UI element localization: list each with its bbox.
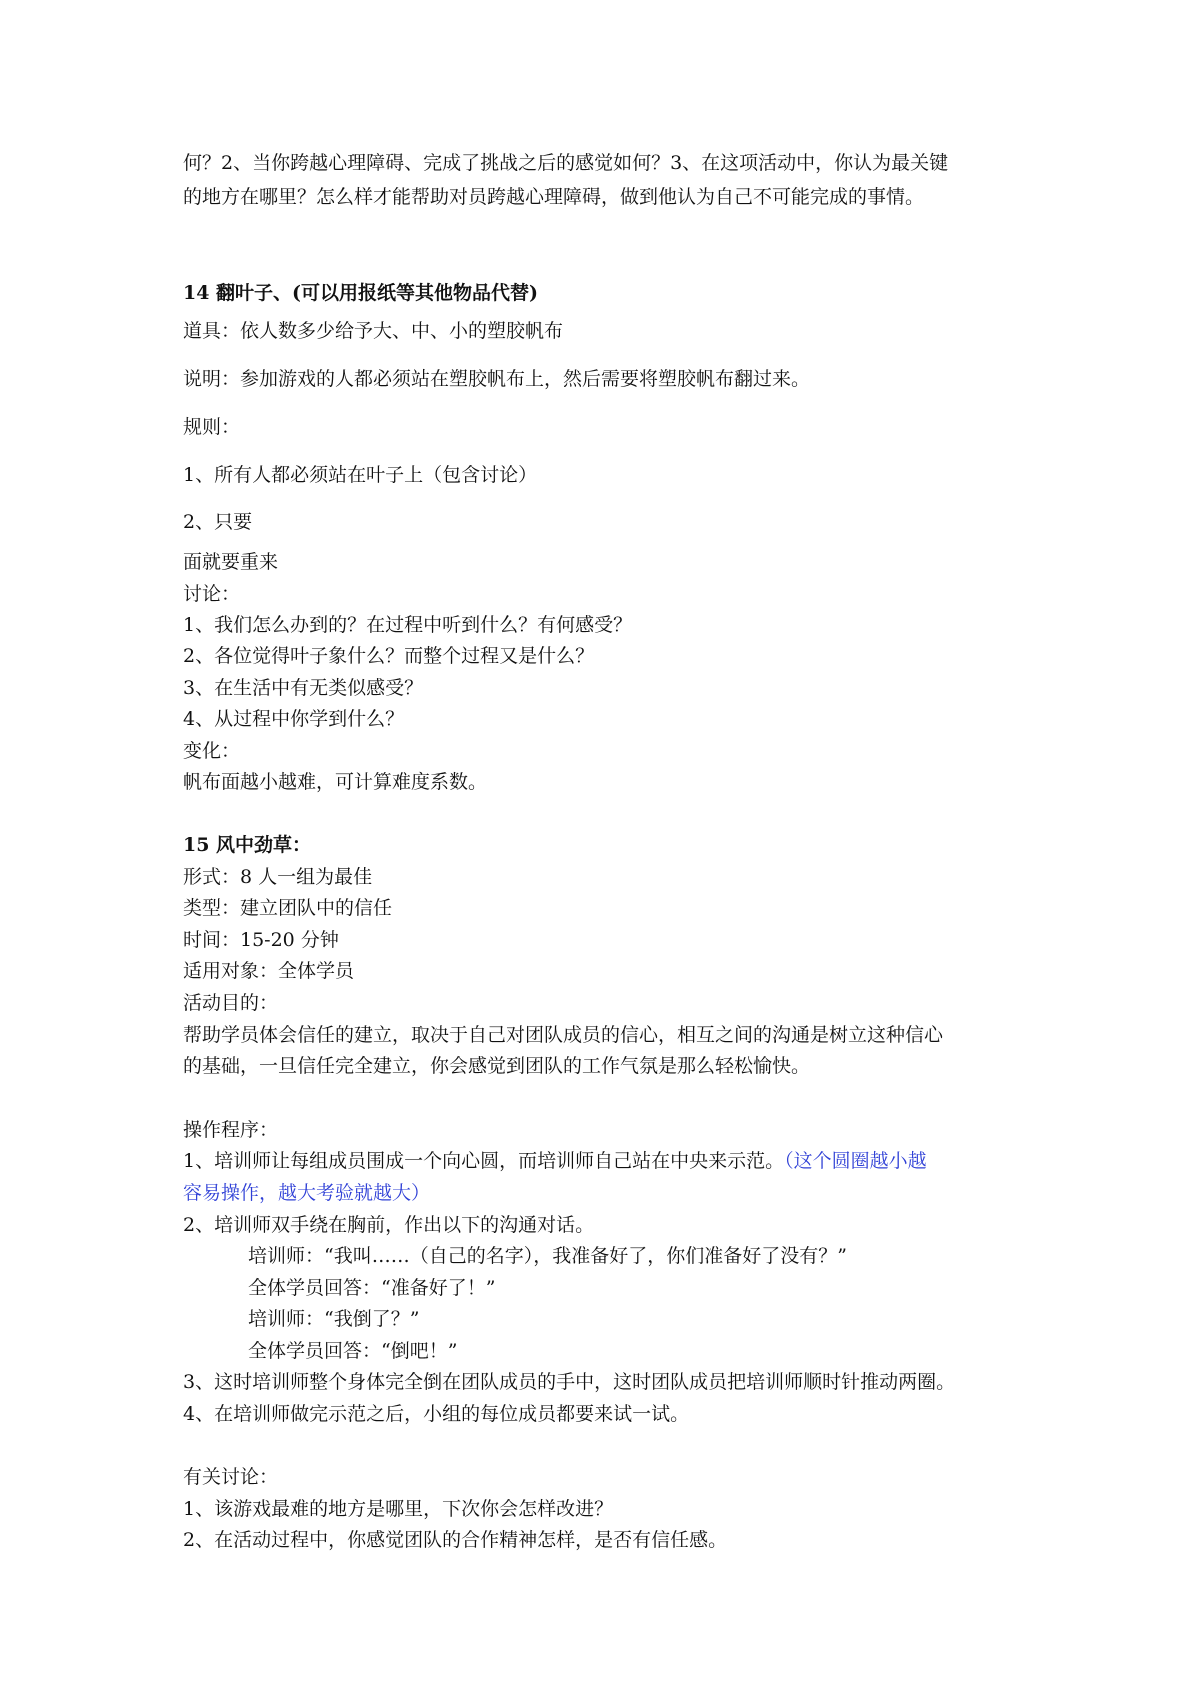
step-1-note-continued: 容易操作，越大考验就越大） — [183, 1182, 431, 1204]
section-15-step-4: 4、在培训师做完示范之后，小组的每位成员都要来试一试。 — [183, 1403, 690, 1425]
dialogue-line: 培训师：“我叫……（自己的名字），我准备好了，你们准备好了没有？” — [248, 1245, 847, 1267]
section-14-discussion-label: 讨论： — [183, 583, 241, 605]
section-14-variation-label: 变化： — [183, 740, 241, 762]
dialogue-line: 全体学员回答：“倒吧！” — [248, 1340, 458, 1362]
section-15-title: 15 风中劲草： — [183, 834, 312, 856]
dialogue-line: 培训师：“我倒了？” — [248, 1308, 420, 1330]
section-14-variation: 帆布面越小越难，可计算难度系数。 — [183, 771, 488, 793]
section-14-rule-1: 1、所有人都必须站在叶子上（包含讨论） — [183, 464, 538, 486]
step-1-note: （这个圆圈越小越 — [784, 1150, 927, 1172]
intro-line-2: 的地方在哪里？怎么样才能帮助对员跨越心理障碍，做到他认为自己不可能完成的事情。 — [183, 186, 925, 208]
section-14-discussion-item: 2、各位觉得叶子象什么？而整个过程又是什么？ — [183, 645, 595, 667]
section-15-purpose-line-1: 帮助学员体会信任的建立，取决于自己对团队成员的信心，相互之间的沟通是树立这种信心 — [183, 1024, 944, 1046]
section-15-purpose-line-2: 的基础，一旦信任完全建立，你会感觉到团队的工作气氛是那么轻松愉快。 — [183, 1055, 811, 1077]
section-15-audience: 适用对象：全体学员 — [183, 960, 355, 982]
section-15-step-1 — [183, 1148, 927, 1174]
section-15-time: 时间：15-20 分钟 — [183, 929, 339, 951]
section-14-description: 说明：参加游戏的人都必须站在塑胶帆布上，然后需要将塑胶帆布翻过来。 — [183, 368, 811, 390]
section-15-discussion-item: 1、该游戏最难的地方是哪里，下次你会怎样改进？ — [183, 1498, 614, 1520]
section-14-rule-2-continued: 面就要重来 — [183, 551, 279, 573]
section-14-discussion-item: 3、在生活中有无类似感受？ — [183, 677, 424, 699]
section-14-rules-label: 规则： — [183, 416, 241, 438]
section-15-purpose-label: 活动目的： — [183, 992, 279, 1014]
section-14-discussion-item: 1、我们怎么办到的？在过程中听到什么？有何感受？ — [183, 614, 633, 636]
section-15-discussion-item: 2、在活动过程中，你感觉团队的合作精神怎样，是否有信任感。 — [183, 1529, 728, 1551]
section-14-props: 道具：依人数多少给予大、中、小的塑胶帆布 — [183, 320, 564, 342]
section-15-step-3: 3、这时培训师整个身体完全倒在团队成员的手中，这时团队成员把培训师顺时针推动两圈。 — [183, 1371, 956, 1393]
intro-line-1: 何？2、当你跨越心理障碍、完成了挑战之后的感觉如何？3、在这项活动中，你认为最关键 — [183, 152, 949, 174]
step-1-text: 1、培训师让每组成员围成一个向心圆，而培训师自己站在中央来示范。 — [183, 1150, 785, 1172]
section-15-step-2: 2、培训师双手绕在胸前，作出以下的沟通对话。 — [183, 1214, 595, 1236]
section-14-discussion-item: 4、从过程中你学到什么？ — [183, 708, 405, 730]
section-15-discussion-label: 有关讨论： — [183, 1466, 279, 1488]
dialogue-line: 全体学员回答：“准备好了！” — [248, 1277, 496, 1299]
section-15-type: 类型：建立团队中的信任 — [183, 897, 393, 919]
section-15-form: 形式：8 人一组为最佳 — [183, 866, 373, 888]
section-14-title: 14 翻叶子、(可以用报纸等其他物品代替) — [183, 282, 539, 304]
section-15-procedure-label: 操作程序： — [183, 1119, 279, 1141]
section-14-rule-2: 2、只要 — [183, 511, 253, 533]
